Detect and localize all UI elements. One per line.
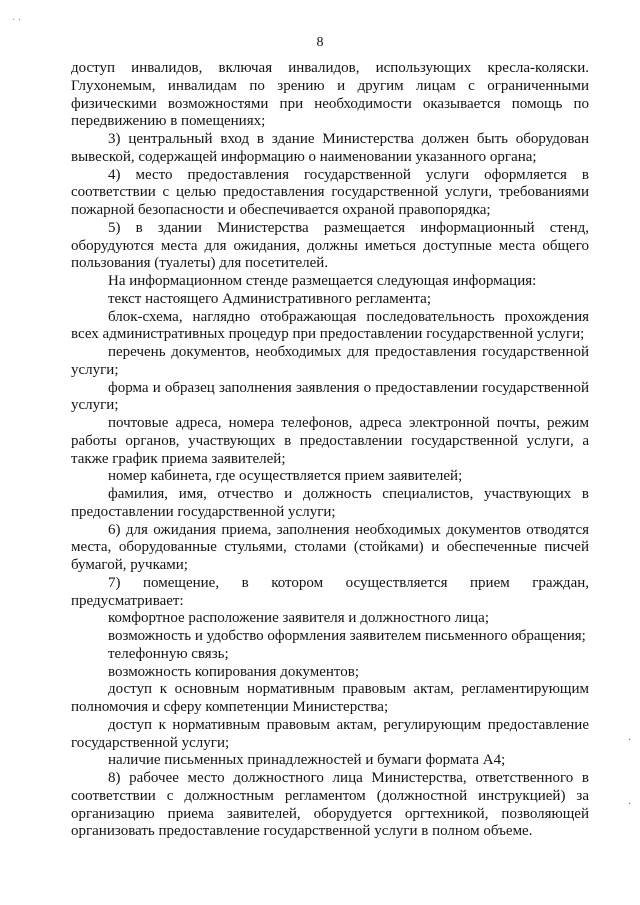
paragraph-7: блок-схема, наглядно отображающая последовательность прохождения всех административных процедур при предоставлении государственной услуги;: [71, 308, 589, 343]
document-body: [71, 60, 589, 841]
paragraph-6: текст настоящего Административного регламента;: [108, 290, 431, 307]
scan-mark-right: ·: [628, 735, 632, 746]
paragraph-18: возможность копирования документов;: [108, 663, 360, 680]
paragraph-1: доступ инвалидов, включая инвалидов, использующих кресла-коляски. Глухонемым, инвалидам по зрению и другим лицам с ограниченными физическими возможностями при необходимости оказывается помощь по передвижению в помещениях;: [71, 60, 589, 130]
paragraph-21: наличие письменных принадлежностей и бумаги формата А4;: [108, 752, 506, 769]
paragraph-17: телефонную связь;: [108, 645, 229, 662]
paragraph-9: форма и образец заполнения заявления о предоставлении государственной услуги;: [71, 379, 589, 414]
paragraph-20: доступ к нормативным правовым актам, регулирующим предоставление государственной услуги;: [71, 716, 589, 751]
paragraph-3: 4) место предоставления государственной услуги оформляется в соответствии с целью предоставления государственной услуги, требованиями пожарной безопасности и обеспечивается охраной правопорядка;: [71, 166, 589, 218]
paragraph-22: 8) рабочее место должностного лица Министерства, ответственного в соответствии с должностным регламентом (должностной инструкцией) за организацию приема заявителей, оборудуется оргтехникой, позволяющей организовать предоставление государственной услуги в полном объеме.: [71, 770, 589, 840]
paragraph-15: комфортное расположение заявителя и должностного лица;: [108, 610, 490, 627]
paragraph-19: доступ к основным нормативным правовым актам, регламентирующим полномочия и сферу компетенции Министерства;: [71, 681, 589, 715]
page-number: 8: [316, 35, 324, 50]
paragraph-4: 5) в здании Министерства размещается информационный стенд, оборудуются места для ожидания, должны иметься доступные места общего пользования (туалеты) для посетителей.: [71, 219, 589, 272]
scan-mark-right: ·: [628, 799, 632, 810]
paragraph-16: возможность и удобство оформления заявителем письменного обращения;: [108, 628, 586, 644]
paragraph-8: перечень документов, необходимых для предоставления государственной услуги;: [71, 344, 589, 378]
paragraph-10: почтовые адреса, номера телефонов, адреса электронной почты, режим работы органов, участвующих в предоставлении государственной услуги, а также график приема заявителей;: [71, 415, 589, 467]
paragraph-14: 7) помещение, в котором осуществляется прием граждан, предусматривает:: [71, 574, 589, 609]
paragraph-5: На информационном стенде размещается следующая информация:: [108, 273, 537, 289]
scan-mark-top: · ·: [12, 15, 22, 26]
paragraph-13: 6) для ожидания приема, заполнения необходимых документов отводятся места, оборудованные стульями, столами (стойками) и обеспеченные писчей бумагой, ручками;: [71, 521, 589, 573]
paragraph-11: номер кабинета, где осуществляется прием заявителей;: [108, 468, 463, 485]
paragraph-12: фамилия, имя, отчество и должность специалистов, участвующих в предоставлении государственной услуги;: [71, 486, 589, 520]
paragraph-2: 3) центральный вход в здание Министерства должен быть оборудован вывеской, содержащей информацию о наименовании указанного органа;: [71, 131, 589, 165]
